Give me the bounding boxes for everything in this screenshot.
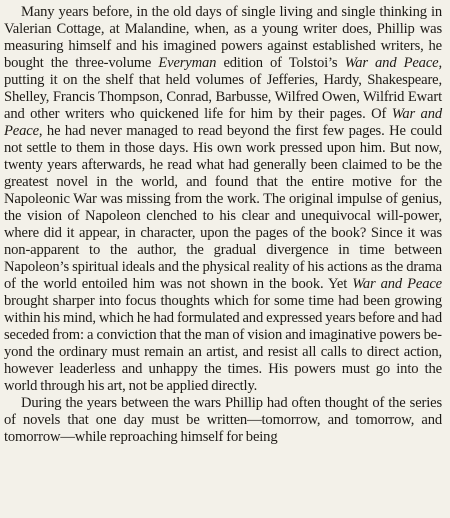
paragraph-1	[4, 4, 442, 395]
paragraph-2	[4, 395, 442, 446]
text-segment: , he had never managed to read beyond the first few pages. He could not settle to them in those days. His own work pressed upon him. But now, twenty years afterwards, he read what had generally been claimed to be the greatest novel in the world, and found that the entire motive for the Napoleonic War was missing from the work. The original impulse of genius, the vision of Napoleon clenched to his clear and unequivocal will-power, where did it appear, in character, upon the pages of the book? Since it was non-apparent to the author, the gradual divergence in time between Napoleon’s spiritual ideals and the physical reality of his actions as the drama of the world entoiled him was not shown in the book. Yet	[4, 123, 442, 292]
italic-title: Everyman	[158, 55, 217, 71]
text-segment: , putting it on the shelf that held volumes of Jefferies, Hardy, Shakespeare, Shelley, Francis Thompson, Conrad, Barbusse, Wilfred Owen, Wilfrid Ewart and other writers who quickened life for him by their pages. Of	[4, 55, 442, 122]
italic-title: War and Peace	[344, 55, 439, 71]
italic-title: War and Peace	[352, 276, 442, 292]
italic-title: War and Peace	[4, 106, 442, 139]
text-segment: edition of Tolstoi’s	[216, 55, 345, 71]
text-segment: brought sharper into focus thoughts which for some time had been growing within his mind, which he had formulated and expressed years before and had seceded from: a conviction that the man of vision and imaginative powers beyond the ordinary must remain an artist, and resist all calls to direct action, however leaderless and unhappy the times. His powers must go into the world through his art, not be applied directly.	[4, 293, 442, 394]
text-segment: Many years before, in the old days of single living and single thinking in Valerian Cottage, at Malandine, when, as a young writer does, Phillip was measuring himself and his imagined powers against established writers, he bought the three-volume	[4, 4, 442, 71]
text-segment: During the years between the wars Phillip had often thought of the series of novels that one day must be written—tomorrow, and tomorrow, and tomorrow—while reproaching himself for being	[4, 395, 442, 445]
